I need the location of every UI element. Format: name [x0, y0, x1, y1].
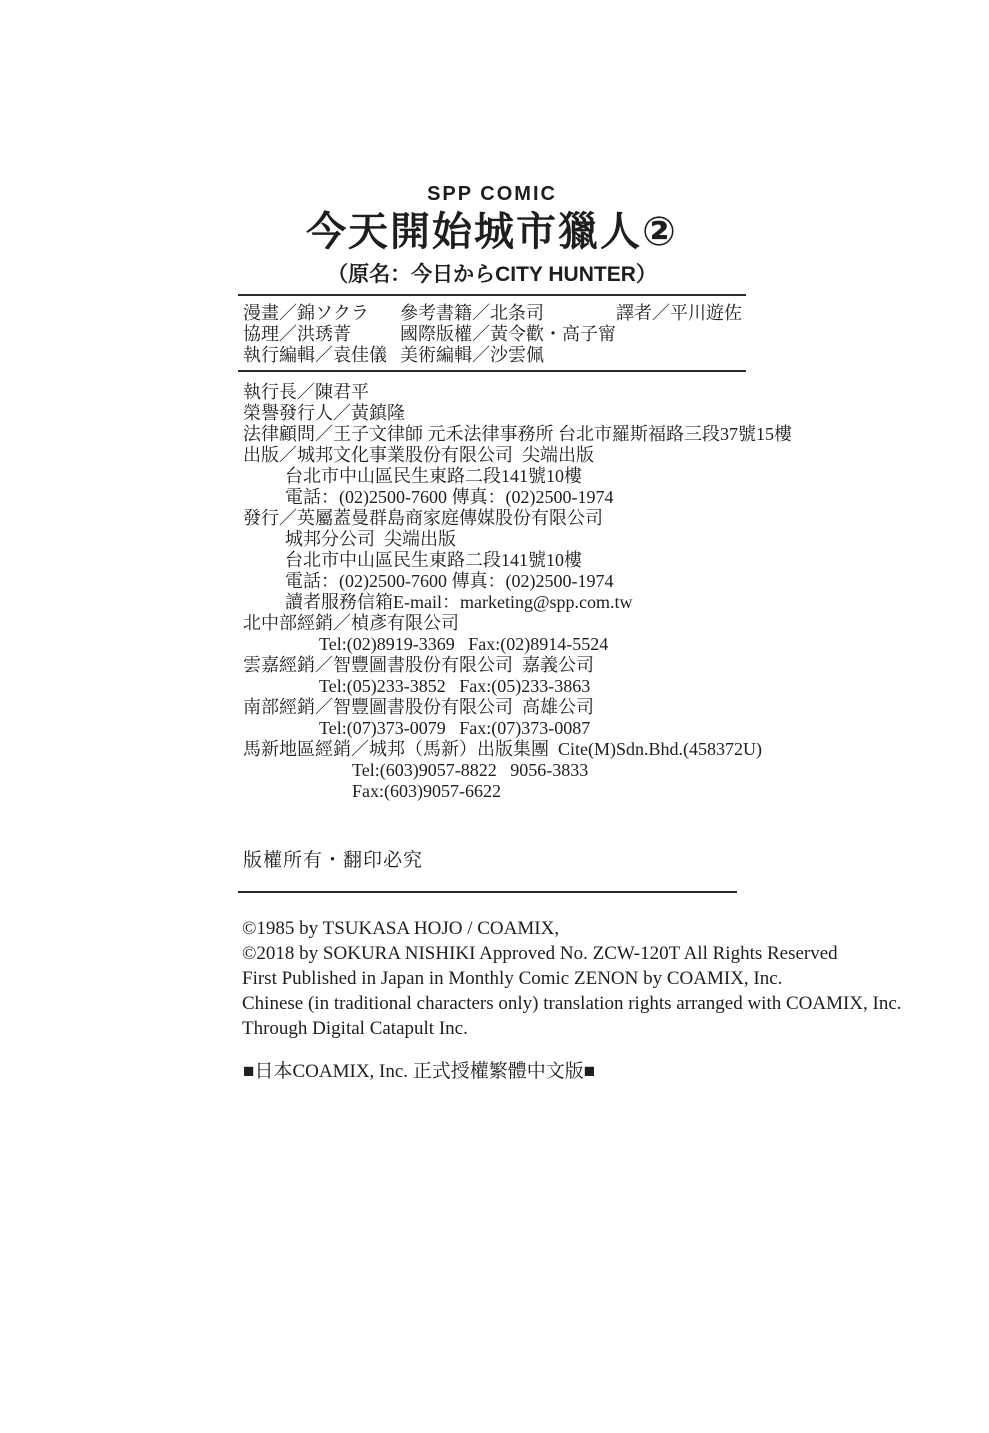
credit-line: 譯者／平川遊佐: [616, 303, 742, 323]
distribution-line: Fax:(603)9057-6622: [352, 781, 501, 801]
credit-line: 協理／洪琇菁: [243, 324, 351, 344]
publisher-line: 出版／城邦文化事業股份有限公司 尖端出版: [243, 445, 594, 465]
rights-reserved-notice: 版權所有・翻印必究: [243, 850, 424, 871]
copyright-line: ©2018 by SOKURA NISHIKI Approved No. ZCW-120T All Rights Reserved: [242, 943, 838, 964]
divider-credits: [238, 370, 746, 372]
distribution-line: 雲嘉經銷／智豐圖書股份有限公司 嘉義公司: [243, 655, 594, 675]
distribution-line: 發行／英屬蓋曼群島商家庭傳媒股份有限公司: [243, 508, 603, 528]
copyright-line: ©1985 by TSUKASA HOJO / COAMIX,: [242, 918, 560, 939]
copyright-line: First Published in Japan in Monthly Comic ZENON by COAMIX, Inc.: [242, 968, 783, 989]
distribution-line: 城邦分公司 尖端出版: [285, 529, 456, 549]
distribution-line: 電話：(02)2500-7600 傳真：(02)2500-1974: [285, 571, 614, 591]
divider-copyright: [238, 891, 737, 893]
distribution-line: Tel:(02)8919-3369 Fax:(02)8914-5524: [319, 634, 609, 654]
distribution-line: 北中部經銷／楨彥有限公司: [243, 613, 459, 633]
credit-line: 漫畫／錦ソクラ: [243, 303, 369, 323]
copyright-line: Through Digital Catapult Inc.: [242, 1018, 468, 1039]
masthead: [238, 182, 746, 288]
original-title: （原名：今日からCITY HUNTER）: [327, 263, 657, 286]
distribution-info: [243, 508, 762, 802]
publisher-line: 榮譽發行人／黃鎮隆: [243, 403, 405, 423]
publisher-info: [243, 382, 792, 508]
english-copyright: [242, 916, 902, 1041]
distribution-line: 馬新地區經銷／城邦（馬新）出版集團 Cite(M)Sdn.Bhd.(458372U): [243, 739, 762, 759]
publisher-line: 法律顧問／王子文律師 元禾法律事務所 台北市羅斯福路三段37號15樓: [243, 424, 792, 444]
credit-line: 執行編輯／袁佳儀: [243, 345, 387, 365]
distribution-line: Tel:(05)233-3852 Fax:(05)233-3863: [319, 676, 591, 696]
credits-column-editorial: [400, 303, 616, 366]
credit-line: 國際版權／黃令歡・高子甯: [400, 324, 616, 344]
distribution-line: Tel:(07)373-0079 Fax:(07)373-0087: [319, 718, 591, 738]
credits-column-translator: [616, 303, 742, 324]
publisher-line: 電話：(02)2500-7600 傳真：(02)2500-1974: [285, 487, 614, 507]
credit-line: 美術編輯／沙雲佩: [400, 345, 544, 365]
distribution-line: 讀者服務信箱E-mail：marketing@spp.com.tw: [285, 592, 633, 612]
publisher-line: 台北市中山區民生東路二段141號10樓: [285, 466, 582, 486]
imprint-label: SPP COMIC: [427, 183, 557, 205]
distribution-line: 南部經銷／智豐圖書股份有限公司 高雄公司: [243, 697, 594, 717]
credit-line: 參考書籍／北条司: [400, 303, 544, 323]
distribution-line: 台北市中山區民生東路二段141號10樓: [285, 550, 582, 570]
distribution-line: Tel:(603)9057-8822 9056-3833: [352, 760, 589, 780]
divider-top: [238, 294, 746, 296]
credits-column-staff: [243, 303, 387, 366]
copyright-line: Chinese (in traditional characters only) translation rights arranged with COAMIX, Inc.: [242, 993, 902, 1014]
publisher-line: 執行長／陳君平: [243, 382, 369, 402]
book-title: 今天開始城市獵人②: [306, 210, 678, 254]
license-statement: ■日本COAMIX, Inc. 正式授權繁體中文版■: [243, 1061, 596, 1082]
